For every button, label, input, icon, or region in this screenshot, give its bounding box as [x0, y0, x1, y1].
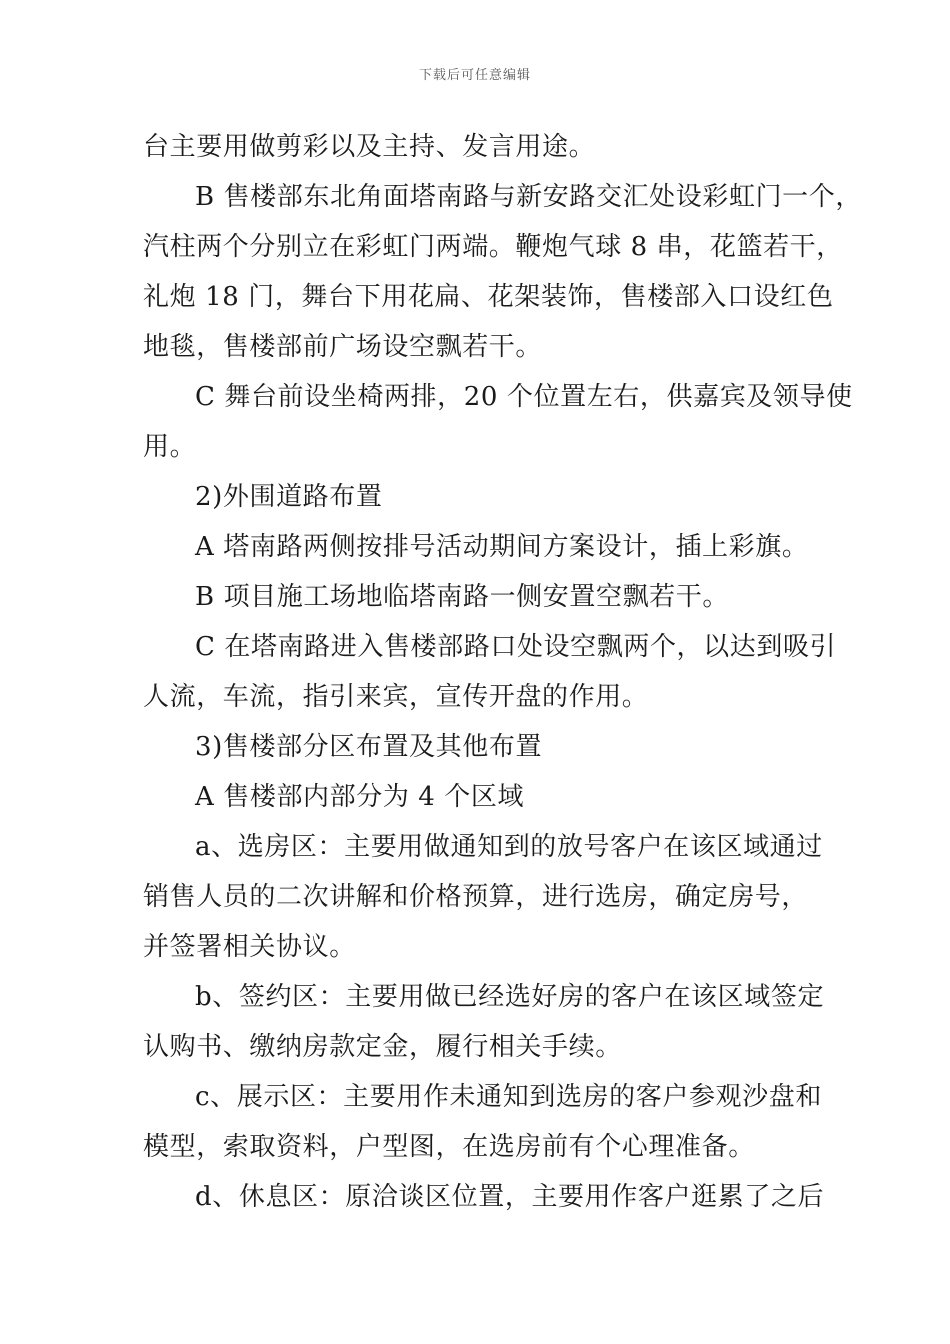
section-heading: 2)外围道路布置 [195, 482, 383, 512]
text-line: B 项目施工场地临塔南路一侧安置空飘若干。 [195, 582, 729, 612]
text-line: B 售楼部东北角面塔南路与新安路交汇处设彩虹门一个， [195, 182, 862, 212]
text-line: C 舞台前设坐椅两排，20 个位置左右，供嘉宾及领导使 [195, 382, 853, 412]
text-line: C 在塔南路进入售楼部路口处设空飘两个，以达到吸引 [195, 632, 837, 662]
text-line: 汽柱两个分别立在彩虹门两端。鞭炮气球 8 串，花篮若干， [143, 232, 843, 262]
text-line: d、休息区：原洽谈区位置，主要用作客户逛累了之后 [195, 1182, 825, 1212]
text-line: 并签署相关协议。 [143, 932, 356, 962]
text-line: 礼炮 18 门，舞台下用花扁、花架装饰，售楼部入口设红色 [143, 282, 834, 312]
text-line: 人流，车流，指引来宾，宣传开盘的作用。 [143, 682, 649, 712]
text-line: 模型，索取资料，户型图，在选房前有个心理准备。 [143, 1132, 755, 1162]
document-body [143, 122, 862, 1222]
text-line: b、签约区：主要用做已经选好房的客户在该区域签定 [195, 982, 825, 1012]
text-line: A 售楼部内部分为 4 个区域 [195, 782, 525, 812]
text-line: 认购书、缴纳房款定金，履行相关手续。 [143, 1032, 622, 1062]
text-line: c、展示区：主要用作未通知到选房的客户参观沙盘和 [195, 1082, 822, 1112]
page-header: 下载后可任意编辑 [418, 68, 531, 83]
text-line: 销售人员的二次讲解和价格预算，进行选房，确定房号， [143, 882, 809, 912]
section-heading: 3)售楼部分区布置及其他布置 [195, 732, 543, 762]
text-line: 台主要用做剪彩以及主持、发言用途。 [143, 132, 596, 162]
text-line: A 塔南路两侧按排号活动期间方案设计，插上彩旗。 [195, 532, 809, 562]
text-line: 地毯，售楼部前广场设空飘若干。 [143, 332, 543, 362]
text-line: a、选房区：主要用做通知到的放号客户在该区域通过 [195, 832, 823, 862]
text-line: 用。 [143, 432, 197, 462]
